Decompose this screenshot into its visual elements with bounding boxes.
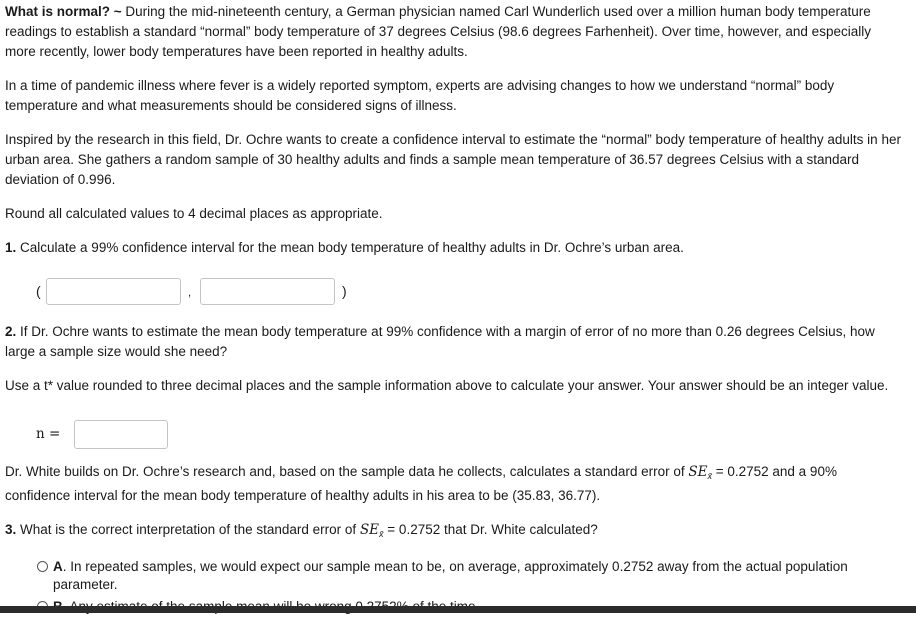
intro-paragraph — [5, 2, 905, 62]
question-content — [5, 2, 905, 620]
sample-size-input[interactable] — [74, 420, 168, 449]
ochre-paragraph: Inspired by the research in this field, Dr. Ochre wants to create a confidence interval to estimate the “normal” body temperature of healthy adults in her urban area. She gathers a random sample of 30 healthy adults and finds a sample mean temperature of 36.57 degrees Celsius with a standard deviation of 0.996. — [5, 132, 901, 187]
q3-se-subscript: x̄ — [379, 529, 384, 539]
intro-text: During the mid-nineteenth century, a German physician named Carl Wunderlich used over a million human body temperature readings to establish a standard “normal” body temperature of 37 degrees Celsius (98.6 degrees Farhenheit). Over time, however, and especially more recently, lower body temperatures have been reported in healthy adults. — [5, 4, 871, 59]
question-1-number: 1. — [5, 240, 17, 255]
question-2 — [5, 322, 905, 362]
ci-lower-bound-input[interactable] — [46, 278, 181, 305]
question-2-text: If Dr. Ochre wants to estimate the mean body temperature at 99% confidence with a margin of error of no more than 0.26 degrees Celsius, how large a sample size would she need? — [5, 324, 875, 359]
question-3-text-after: = 0.2752 that Dr. White calculated? — [383, 522, 598, 537]
question-2-instruction: Use a t* value rounded to three decimal places and the sample information above to calculate your answer. Your answer should be an integer value. — [5, 378, 889, 393]
option-a-letter: A — [53, 559, 63, 574]
question-3-text-before: What is the correct interpretation of the standard error of — [16, 522, 360, 537]
question-3 — [5, 520, 905, 544]
question-2-number: 2. — [5, 324, 17, 339]
se-subscript: x̄ — [707, 471, 712, 481]
rounding-instruction: Round all calculated values to 4 decimal places as appropriate. — [5, 206, 383, 221]
ci-upper-bound-input[interactable] — [200, 278, 335, 305]
open-paren: ( — [36, 283, 41, 299]
bottom-bar — [0, 606, 916, 613]
white-paragraph — [5, 462, 905, 506]
question-3-number: 3. — [5, 522, 17, 537]
question-1-text: Calculate a 99% confidence interval for the mean body temperature of healthy adults in Dr. Ochre’s urban area. — [16, 240, 684, 255]
intro-title: What is normal? ~ — [5, 4, 122, 19]
n-label: n = — [36, 426, 61, 442]
close-paren: ) — [342, 283, 347, 299]
white-text-before: Dr. White builds on Dr. Ochre’s research and, based on the sample data he collects, calculates a standard error of — [5, 464, 689, 479]
se-symbol: SE — [688, 464, 708, 480]
option-a-radio[interactable] — [37, 561, 48, 572]
white-text-after: = 0.2752 and a 90% confidence interval for the mean body temperature of healthy adults in his area to be (35.83, 36.77). — [5, 464, 837, 503]
option-a-text: . In repeated samples, we would expect our sample mean to be, on average, approximately 0.2752 away from the actual population parameter. — [53, 559, 848, 592]
comma-separator: , — [188, 287, 192, 299]
sample-size-answer — [5, 396, 905, 442]
question-1 — [5, 238, 905, 258]
pandemic-paragraph: In a time of pandemic illness where fever is a widely reported symptom, experts are advising changes to how we understand “normal” body temperature and what measurements should be considered signs of illness. — [5, 78, 835, 113]
confidence-interval-answer — [5, 258, 905, 312]
q3-se-symbol: SE — [359, 522, 380, 538]
option-a[interactable] — [5, 558, 905, 594]
